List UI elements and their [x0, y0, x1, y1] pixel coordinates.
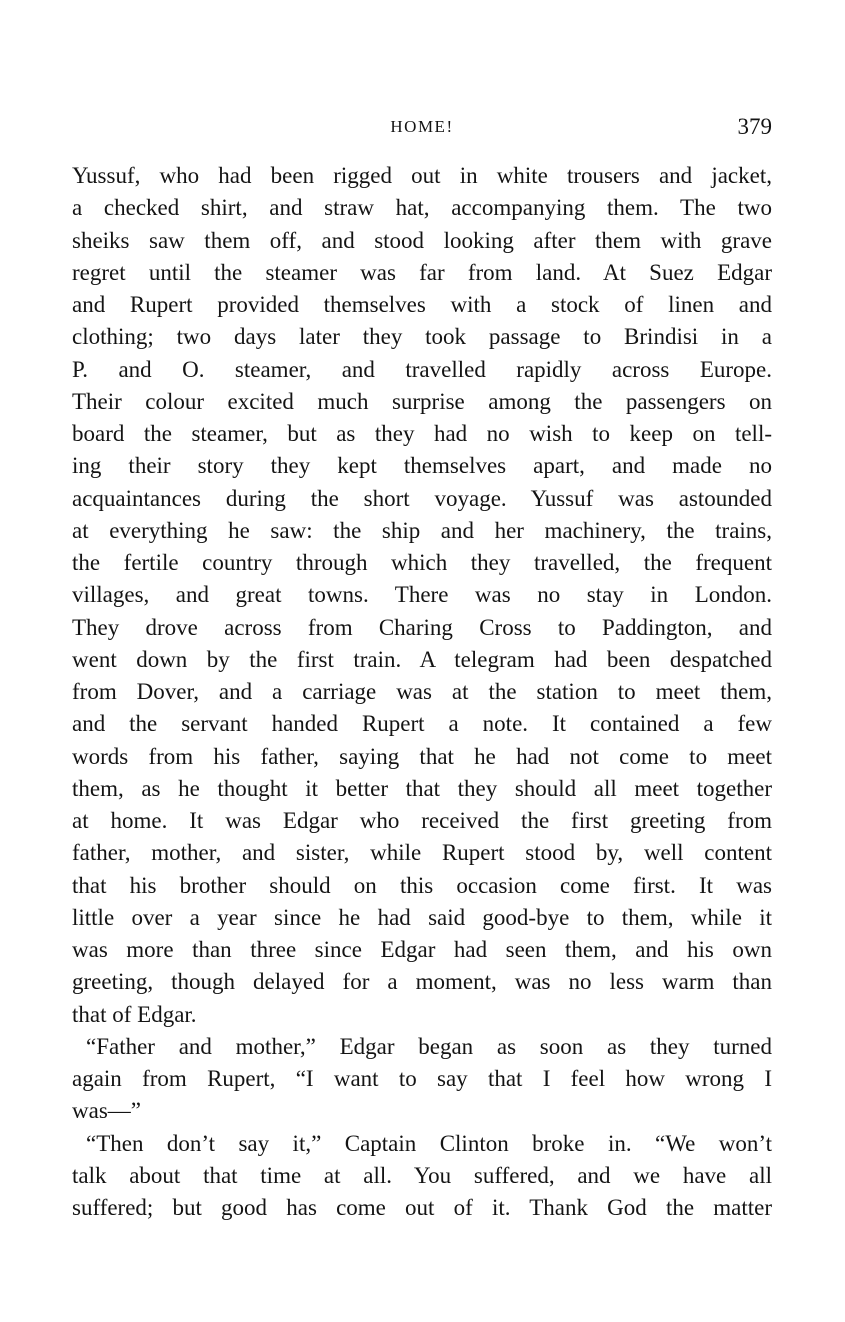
text-line: board the steamer, but as they had no wish to keep on tell-: [72, 421, 772, 446]
text-line: from Dover, and a carriage was at the station to meet them,: [72, 679, 772, 704]
text-line: sheiks saw them off, and stood looking after them with grave: [72, 227, 772, 253]
running-title: HOME!: [390, 117, 454, 136]
text-line: ing their story they kept themselves apart, and made no: [72, 453, 772, 479]
text-line: that his brother should on this occasion come first. It was: [72, 872, 772, 898]
text-line: went down by the first train. A telegram had been despatched: [72, 646, 772, 672]
text-line: was—”: [72, 1098, 141, 1124]
text-line: father, mother, and sister, while Rupert stood by, well content: [72, 840, 772, 866]
text-line: suffered; but good has come out of it. Thank God the matter: [72, 1195, 772, 1220]
text-line: Their colour excited much surprise among the passengers on: [72, 388, 772, 414]
body-text: [72, 160, 772, 1224]
text-line: regret until the steamer was far from land. At Suez Edgar: [72, 259, 772, 285]
text-line: and Rupert provided themselves with a stock of linen and: [72, 292, 772, 317]
text-line: them, as he thought it better that they should all meet together: [72, 775, 772, 801]
text-line: “Father and mother,” Edgar began as soon as they turned: [86, 1033, 772, 1059]
text-line: They drove across from Charing Cross to Paddington, and: [72, 614, 772, 640]
text-line: little over a year since he had said good-bye to them, while it: [72, 904, 772, 930]
text-line: that of Edgar.: [72, 1001, 197, 1027]
text-line: villages, and great towns. There was no stay in London.: [72, 582, 772, 608]
text-line: again from Rupert, “I want to say that I feel how wrong I: [72, 1066, 772, 1091]
running-header: [72, 112, 772, 142]
text-line: Yussuf, who had been rigged out in white trousers and jacket,: [72, 163, 772, 188]
page-number: 379: [737, 114, 772, 139]
text-line: words from his father, saying that he had not come to meet: [72, 743, 772, 769]
text-line: P. and O. steamer, and travelled rapidly across Europe.: [72, 356, 772, 382]
text-line: was more than three since Edgar had seen them, and his own: [72, 937, 772, 962]
text-line: talk about that time at all. You suffered, and we have all: [72, 1162, 772, 1188]
text-line: “Then don’t say it,” Captain Clinton broke in. “We won’t: [86, 1130, 772, 1156]
text-line: clothing; two days later they took passage to Brindisi in a: [72, 324, 772, 350]
text-line: the fertile country through which they travelled, the frequent: [72, 550, 772, 575]
text-line: greeting, though delayed for a moment, was no less warm than: [72, 969, 772, 995]
text-line: at everything he saw: the ship and her machinery, the trains,: [72, 517, 772, 543]
text-line: acquaintances during the short voyage. Yussuf was astounded: [72, 485, 772, 511]
text-line: a checked shirt, and straw hat, accompanying them. The two: [72, 195, 772, 221]
text-line: at home. It was Edgar who received the first greeting from: [72, 808, 772, 833]
text-line: and the servant handed Rupert a note. It contained a few: [72, 711, 772, 737]
